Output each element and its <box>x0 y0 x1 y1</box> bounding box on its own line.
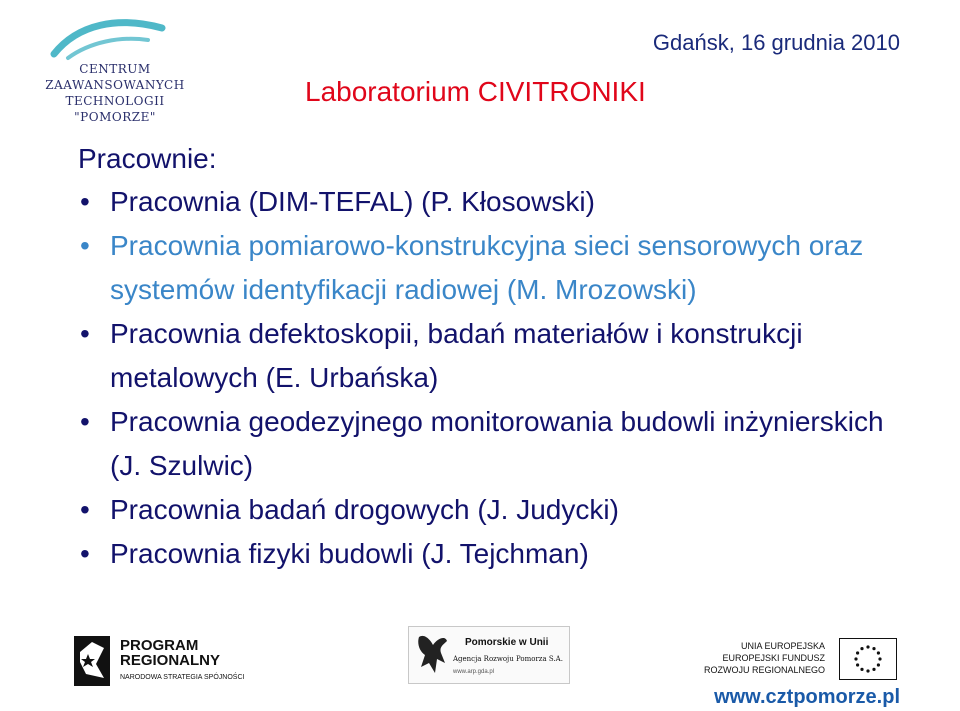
program-line-1: PROGRAM <box>120 637 199 654</box>
czt-logo <box>30 18 200 130</box>
eu-logo <box>705 636 905 686</box>
list-item: • Pracownia (DIM-TEFAL) (P. Kłosowski) <box>80 180 920 224</box>
section-heading: Pracownie: <box>78 143 217 174</box>
logo-line-2: ZAAWANSOWANYCH <box>45 78 185 92</box>
logo-line-1: CENTRUM <box>79 62 151 76</box>
list-item: • Pracownia badań drogowych (J. Judycki) <box>80 488 920 532</box>
pomorskie-url: www.arp.gda.pl <box>453 669 495 675</box>
list-item: • Pracownia defektoskopii, badań materiałów i konstrukcji metalowych (E. Urbańska) <box>80 312 920 400</box>
program-title <box>120 638 220 668</box>
pomorskie-subtitle: Agencja Rozwoju Pomorza S.A. <box>453 655 563 663</box>
eu-flag-icon <box>839 638 897 680</box>
list-item: • Pracownia pomiarowo-konstrukcyjna sieci sensorowych oraz systemów identyfikacji radiowej (M. Mrozowski) <box>80 224 920 312</box>
griffin-coat-of-arms-icon <box>415 633 451 677</box>
pomorskie-logo <box>408 626 570 684</box>
list-item: • Pracownia geodezyjnego monitorowania budowli inżynierskich (J. Szulwic) <box>80 400 920 488</box>
pomorskie-title: Pomorskie w Unii <box>465 637 549 648</box>
program-subtitle: NARODOWA STRATEGIA SPÓJNOŚCI <box>120 674 245 681</box>
eu-line-1: UNIA EUROPEJSKA <box>740 641 825 651</box>
slide-title: Laboratorium CIVITRONIKI <box>305 76 646 107</box>
list-item: • Pracownia fizyki budowli (J. Tejchman) <box>80 532 920 576</box>
labs-list <box>80 180 920 576</box>
swoosh-logo-icon <box>50 18 170 66</box>
logo-line-3: TECHNOLOGII <box>65 94 165 108</box>
slide-date: Gdańsk, 16 grudnia 2010 <box>652 30 900 55</box>
program-line-2: REGIONALNY <box>120 652 221 669</box>
website-url[interactable]: www.cztpomorze.pl <box>714 686 900 708</box>
logo-line-4: "POMORZE" <box>74 110 156 124</box>
program-regionalny-logo <box>70 630 250 690</box>
eu-text <box>704 640 825 676</box>
program-regionalny-icon <box>70 634 114 688</box>
eu-line-2: EUROPEJSKI FUNDUSZ <box>722 653 825 663</box>
eu-line-3: ROZWOJU REGIONALNEGO <box>703 665 825 675</box>
